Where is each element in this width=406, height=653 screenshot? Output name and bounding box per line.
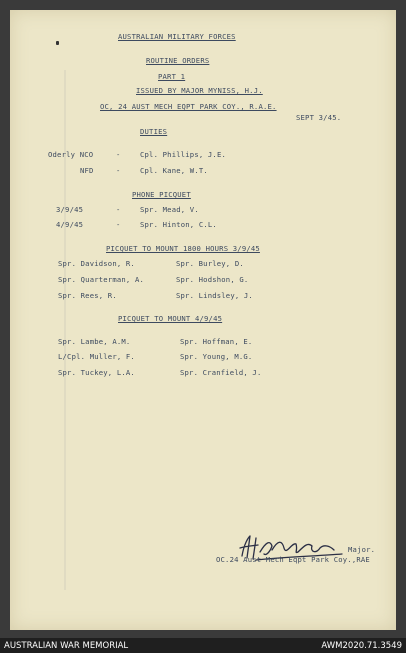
- phone-picquet-heading: PHONE PICQUET: [132, 190, 191, 199]
- duty-dash: -: [116, 150, 121, 159]
- phone-picquet-dash: -: [116, 220, 121, 229]
- picquet-name: Spr. Quarterman, A.: [58, 275, 145, 284]
- picquet-4945-heading: PICQUET TO MOUNT 4/9/45: [118, 314, 223, 323]
- picquet-name: Spr. Cranfield, J.: [180, 368, 262, 377]
- picquet-name: Spr. Tuckey, L.A.: [58, 368, 135, 377]
- duty-name: Cpl. Phillips, J.E.: [140, 150, 227, 159]
- phone-picquet-name: Spr. Mead, V.: [140, 205, 199, 214]
- document-page: [10, 10, 396, 630]
- picquet-name: Spr. Hodshon, G.: [176, 275, 249, 284]
- picquet-name: Spr. Burley, D.: [176, 259, 244, 268]
- duties-heading: DUTIES: [140, 127, 168, 136]
- phone-picquet-date: 3/9/45: [56, 205, 84, 214]
- duty-label: Oderly NCO: [48, 150, 94, 159]
- picquet-1800-heading: PICQUET TO MOUNT 1800 HOURS 3/9/45: [106, 244, 260, 253]
- part-label: PART 1: [158, 72, 186, 81]
- duty-label: NFD: [80, 166, 94, 175]
- picquet-name: L/Cpl. Muller, F.: [58, 352, 135, 361]
- signature-unit: OC.24 Aust Mech Eqpt Park Coy.,RAE: [216, 555, 370, 564]
- duty-name: Cpl. Kane, W.T.: [140, 166, 208, 175]
- unit-line: OC, 24 AUST MECH EQPT PARK COY., R.A.E.: [100, 102, 277, 111]
- picquet-name: Spr. Rees, R.: [58, 291, 117, 300]
- document-heading: AUSTRALIAN MILITARY FORCES: [118, 32, 236, 41]
- issued-by: ISSUED BY MAJOR MYNISS, H.J.: [136, 86, 263, 95]
- picquet-name: Spr. Davidson, R.: [58, 259, 135, 268]
- picquet-name: Spr. Young, M.G.: [180, 352, 253, 361]
- phone-picquet-dash: -: [116, 205, 121, 214]
- archive-id: AWM2020.71.3549: [321, 641, 402, 651]
- phone-picquet-date: 4/9/45: [56, 220, 84, 229]
- signature-rank: Major.: [348, 545, 376, 554]
- duty-dash: -: [116, 166, 121, 175]
- picquet-name: Spr. Lindsley, J.: [176, 291, 253, 300]
- punch-mark: [56, 41, 59, 45]
- phone-picquet-name: Spr. Hinton, C.L.: [140, 220, 217, 229]
- archive-name: AUSTRALIAN WAR MEMORIAL: [4, 641, 129, 651]
- document-title: ROUTINE ORDERS: [146, 56, 210, 65]
- order-date: SEPT 3/45.: [296, 113, 342, 122]
- picquet-name: Spr. Lambe, A.M.: [58, 337, 131, 346]
- picquet-name: Spr. Hoffman, E.: [180, 337, 253, 346]
- archive-footer: [0, 638, 406, 653]
